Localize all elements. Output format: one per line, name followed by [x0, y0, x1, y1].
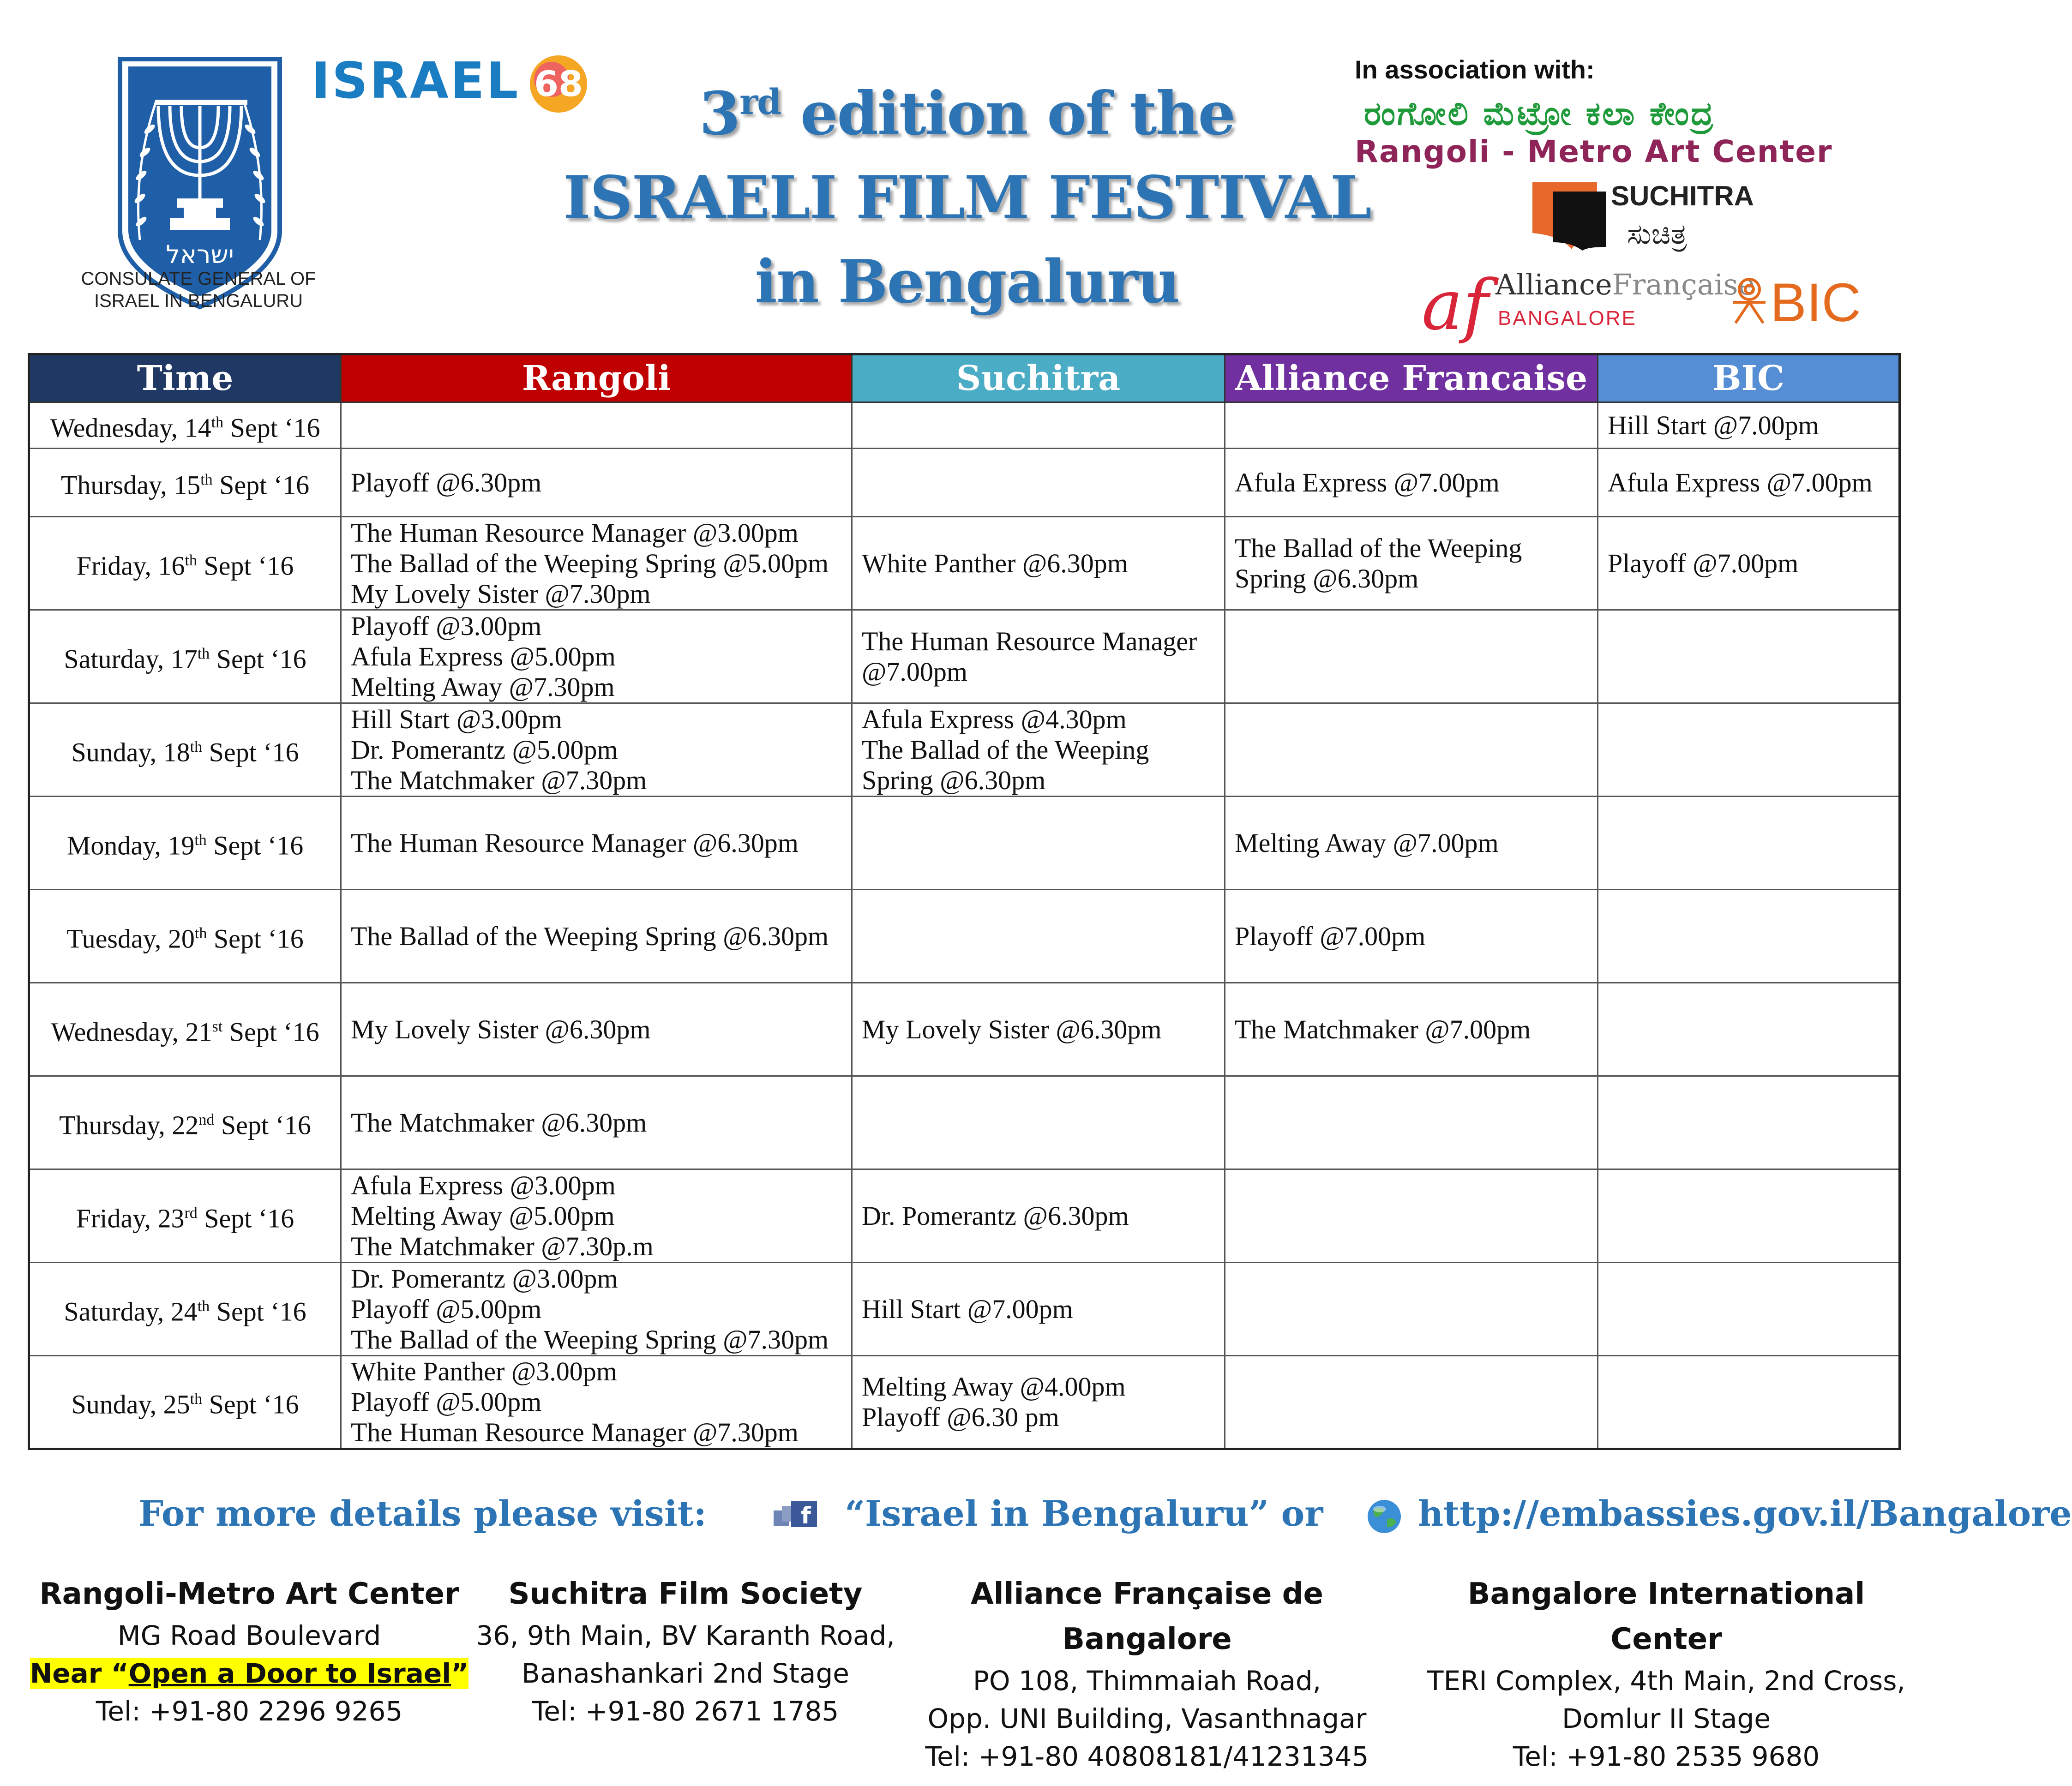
- date-cell: Friday, 23rd Sept ‘16: [29, 1169, 341, 1263]
- date-cell: Wednesday, 14th Sept ‘16: [29, 402, 341, 449]
- rangoli-screenings-cell: [341, 449, 852, 517]
- venue-phone: Tel: +91-80 2535 9680: [1513, 1741, 1820, 1772]
- venue-name: Bangalore International Center: [1467, 1577, 1865, 1656]
- venue-address: PO 108, Thimmaiah Road,: [973, 1665, 1321, 1696]
- rangoli-screenings-cell: [341, 610, 852, 703]
- screening-entry: Playoff @7.00pm: [1235, 921, 1426, 951]
- header-alliance-francaise: Alliance Francaise: [1225, 354, 1598, 402]
- venue-near-note: Near “Open a Door to Israel”: [30, 1658, 469, 1689]
- alliance-screenings-cell: [1225, 517, 1598, 610]
- screening-entry: Afula Express @3.00pm: [351, 1170, 616, 1200]
- bic-screenings-cell: [1598, 402, 1900, 449]
- festival-title: [508, 60, 1426, 324]
- alliance-screenings-cell: [1225, 797, 1598, 890]
- suchitra-screenings-cell: [852, 517, 1225, 610]
- screening-entry: The Human Resource Manager @6.30pm: [351, 827, 799, 858]
- screening-entry: Melting Away @4.00pm: [862, 1372, 1126, 1402]
- screening-entry: The Human Resource Manager @7.30pm: [351, 1417, 799, 1447]
- screening-entry: Afula Express @7.00pm: [1608, 467, 1873, 497]
- venue-address: MG Road Boulevard: [117, 1620, 381, 1651]
- screening-entry: My Lovely Sister @7.30pm: [351, 578, 651, 609]
- screening-entry: Melting Away @7.30pm: [351, 671, 615, 702]
- venue-name: Alliance Française de Bangalore: [971, 1577, 1323, 1656]
- screening-entry: Melting Away @5.00pm: [351, 1200, 615, 1231]
- rangoli-screenings-cell: [341, 890, 852, 983]
- schedule-row: [29, 797, 1900, 890]
- consulate-line-1: CONSULATE GENERAL OF: [81, 269, 316, 289]
- screening-entry: Hill Start @7.00pm: [862, 1294, 1073, 1324]
- rangoli-screenings-cell: [341, 402, 852, 449]
- schedule-row: [29, 1169, 1900, 1263]
- screening-entry: The Ballad of the Weeping: [862, 734, 1149, 765]
- suchitra-screenings-cell: [852, 610, 1225, 703]
- screening-entry: Playoff @3.00pm: [351, 611, 542, 641]
- facebook-page-link[interactable]: “Israel in Bengaluru” or: [845, 1493, 1323, 1534]
- rangoli-screenings-cell: [341, 1263, 852, 1356]
- rangoli-screenings-cell: [341, 517, 852, 610]
- venue-address: 36, 9th Main, BV Karanth Road,: [476, 1620, 895, 1651]
- screening-entry: Afula Express @4.30pm: [862, 704, 1127, 734]
- date-cell: Sunday, 25th Sept ‘16: [29, 1356, 341, 1449]
- screening-entry: Playoff @5.00pm: [351, 1294, 542, 1324]
- rangoli-screenings-cell: [341, 1356, 852, 1449]
- open-a-door-link[interactable]: Open a Door to Israel: [128, 1658, 451, 1689]
- date-cell: Saturday, 17th Sept ‘16: [29, 610, 341, 703]
- rangoli-screenings-cell: [341, 703, 852, 797]
- venue-phone: Tel: +91-80 2671 1785: [532, 1696, 839, 1727]
- screening-entry: Dr. Pomerantz @3.00pm: [351, 1263, 618, 1294]
- venue-phone: Tel: +91-80 2296 9265: [96, 1696, 403, 1727]
- schedule-row: [29, 983, 1900, 1076]
- screening-entry: Afula Express @5.00pm: [351, 641, 616, 671]
- title-line-1: 3rd edition of the: [699, 79, 1235, 149]
- screening-entry: The Human Resource Manager @3.00pm: [351, 517, 799, 548]
- screening-entry: Spring @6.30pm: [1235, 563, 1419, 593]
- screening-entry: The Ballad of the Weeping Spring @7.30pm: [351, 1324, 829, 1354]
- screening-entry: The Human Resource Manager: [862, 626, 1197, 656]
- screening-entry: The Ballad of the Weeping Spring @5.00pm: [351, 548, 829, 578]
- screening-entry: The Ballad of the Weeping Spring @6.30pm: [351, 921, 829, 951]
- globe-icon: [1366, 1498, 1403, 1535]
- rangoli-logo: Rangoli - Metro Art Center: [1355, 134, 1833, 169]
- title-line-3: in Bengaluru: [755, 247, 1179, 317]
- suchitra-name: SUCHITRA: [1611, 180, 1754, 211]
- venue-suchitra: [466, 1571, 905, 1730]
- suchitra-screenings-cell: [852, 1076, 1225, 1169]
- screening-entry: White Panther @6.30pm: [862, 548, 1128, 578]
- bic-screenings-cell: [1598, 703, 1900, 797]
- schedule-row: [29, 402, 1900, 449]
- alliance-screenings-cell: [1225, 1169, 1598, 1263]
- bic-screenings-cell: [1598, 610, 1900, 703]
- venue-address-2: Domlur II Stage: [1562, 1703, 1771, 1734]
- date-cell: Monday, 19th Sept ‘16: [29, 797, 341, 890]
- alliance-screenings-cell: [1225, 1356, 1598, 1449]
- suchitra-screenings-cell: [852, 1169, 1225, 1263]
- alliance-francaise-city: BANGALORE: [1498, 307, 1637, 330]
- alliance-screenings-cell: [1225, 610, 1598, 703]
- alliance-screenings-cell: [1225, 449, 1598, 517]
- venue-alliance-francaise: [905, 1571, 1389, 1775]
- consulate-line-2: ISRAEL IN BENGALURU: [94, 291, 303, 311]
- screening-entry: Dr. Pomerantz @5.00pm: [351, 734, 618, 765]
- schedule-row: [29, 449, 1900, 517]
- alliance-screenings-cell: [1225, 402, 1598, 449]
- screening-entry: Dr. Pomerantz @6.30pm: [862, 1200, 1129, 1231]
- bic-screenings-cell: [1598, 449, 1900, 517]
- venue-address-2: Banashankari 2nd Stage: [522, 1658, 849, 1689]
- suchitra-screenings-cell: [852, 890, 1225, 983]
- screening-entry: Playoff @6.30pm: [351, 467, 542, 497]
- alliance-screenings-cell: [1225, 1076, 1598, 1169]
- header-bic: BIC: [1598, 354, 1900, 402]
- more-details-line: [138, 1493, 2072, 1535]
- schedule-row: [29, 1076, 1900, 1169]
- screening-entry: Melting Away @7.00pm: [1235, 827, 1499, 858]
- screening-entry: The Matchmaker @6.30pm: [351, 1107, 647, 1138]
- header-rangoli: Rangoli: [341, 354, 852, 402]
- screening-entry: Playoff @6.30 pm: [862, 1402, 1059, 1432]
- bic-screenings-cell: [1598, 1356, 1900, 1449]
- consulate-label: [60, 268, 337, 312]
- screening-entry: The Matchmaker @7.30p.m: [351, 1231, 654, 1261]
- alliance-francaise-logo-icon: af: [1422, 265, 1489, 346]
- table-header-row: [29, 354, 1900, 402]
- bic-screenings-cell: [1598, 517, 1900, 610]
- date-cell: Tuesday, 20th Sept ‘16: [29, 890, 341, 983]
- suchitra-screenings-cell: [852, 797, 1225, 890]
- screening-entry: My Lovely Sister @6.30pm: [351, 1014, 651, 1044]
- screening-entry: The Matchmaker @7.00pm: [1235, 1014, 1531, 1044]
- bic-screenings-cell: [1598, 1076, 1900, 1169]
- screening-entry: Playoff @7.00pm: [1608, 548, 1799, 578]
- suchitra-kannada: ಸುಚಿತ್ರ: [1627, 217, 1687, 251]
- bic-screenings-cell: [1598, 1169, 1900, 1263]
- screening-entry: White Panther @3.00pm: [351, 1356, 617, 1386]
- screening-entry: My Lovely Sister @6.30pm: [862, 1014, 1162, 1044]
- screening-entry: @7.00pm: [862, 656, 968, 687]
- screening-entry: Hill Start @3.00pm: [351, 704, 562, 734]
- suchitra-screenings-cell: [852, 703, 1225, 797]
- rangoli-screenings-cell: [341, 797, 852, 890]
- header-time: Time: [29, 354, 341, 402]
- suchitra-logo-icon: [1528, 178, 1611, 252]
- date-cell: Friday, 16th Sept ‘16: [29, 517, 341, 610]
- alliance-screenings-cell: [1225, 983, 1598, 1076]
- venue-phone: Tel: +91-80 40808181/41231345: [925, 1741, 1369, 1772]
- date-cell: Wednesday, 21st Sept ‘16: [29, 983, 341, 1076]
- screening-entry: Afula Express @7.00pm: [1235, 467, 1500, 497]
- bic-screenings-cell: [1598, 890, 1900, 983]
- suchitra-screenings-cell: [852, 1356, 1225, 1449]
- title-line-2: ISRAELI FILM FESTIVAL: [563, 163, 1371, 233]
- schedule-row: [29, 703, 1900, 797]
- alliance-francaise-name: AllianceFrançaise: [1495, 268, 1755, 301]
- svg-text:ISRAEL: ISRAEL: [312, 52, 520, 110]
- bic-screenings-cell: [1598, 1263, 1900, 1356]
- schedule-row: [29, 517, 1900, 610]
- schedule-row: [29, 610, 1900, 703]
- date-cell: Saturday, 24th Sept ‘16: [29, 1263, 341, 1356]
- facebook-icon: [773, 1500, 823, 1533]
- schedule-row: [29, 1263, 1900, 1356]
- venue-rangoli: [28, 1571, 471, 1730]
- date-cell: Thursday, 15th Sept ‘16: [29, 449, 341, 517]
- venue-name: Suchitra Film Society: [508, 1577, 863, 1611]
- suchitra-screenings-cell: [852, 402, 1225, 449]
- rangoli-screenings-cell: [341, 1169, 852, 1263]
- bic-screenings-cell: [1598, 797, 1900, 890]
- suchitra-screenings-cell: [852, 1263, 1225, 1356]
- rangoli-kannada-logo: ರಂಗೋಲಿ ಮೆಟ್ರೋ ಕಲಾ ಕೇಂದ್ರ: [1364, 95, 1715, 132]
- website-link[interactable]: http://embassies.gov.il/Bangalore: [1417, 1493, 2072, 1534]
- svg-text:f: f: [800, 1502, 811, 1529]
- suchitra-screenings-cell: [852, 449, 1225, 517]
- date-cell: Thursday, 22nd Sept ‘16: [29, 1076, 341, 1169]
- screening-entry: Hill Start @7.00pm: [1608, 410, 1819, 440]
- screening-entry: Playoff @5.00pm: [351, 1387, 542, 1417]
- alliance-screenings-cell: [1225, 703, 1598, 797]
- alliance-screenings-cell: [1225, 890, 1598, 983]
- bic-screenings-cell: [1598, 983, 1900, 1076]
- venue-address: TERI Complex, 4th Main, 2nd Cross,: [1427, 1665, 1905, 1696]
- suchitra-screenings-cell: [852, 983, 1225, 1076]
- screening-entry: The Ballad of the Weeping: [1235, 533, 1522, 563]
- schedule-row: [29, 1356, 1900, 1449]
- screening-entry: The Matchmaker @7.30pm: [351, 765, 647, 795]
- screening-entry: Spring @6.30pm: [862, 765, 1046, 795]
- svg-text:68: 68: [534, 63, 583, 104]
- screening-schedule-table: [28, 353, 1901, 1450]
- date-cell: Sunday, 18th Sept ‘16: [29, 703, 341, 797]
- schedule-row: [29, 890, 1900, 983]
- rangoli-screenings-cell: [341, 1076, 852, 1169]
- visit-label: For more details please visit:: [138, 1493, 707, 1534]
- bic-logo-icon: [1729, 275, 1770, 325]
- venue-address-2: Opp. UNI Building, Vasanthnagar: [927, 1703, 1367, 1734]
- association-label: In association with:: [1355, 55, 1595, 84]
- alliance-screenings-cell: [1225, 1263, 1598, 1356]
- bic-name: BIC: [1770, 272, 1861, 333]
- rangoli-screenings-cell: [341, 983, 852, 1076]
- venue-name: Rangoli-Metro Art Center: [39, 1577, 459, 1611]
- venue-bic: [1412, 1571, 1920, 1775]
- svg-text:ישראל: ישראל: [166, 240, 234, 269]
- header-suchitra: Suchitra: [852, 354, 1225, 402]
